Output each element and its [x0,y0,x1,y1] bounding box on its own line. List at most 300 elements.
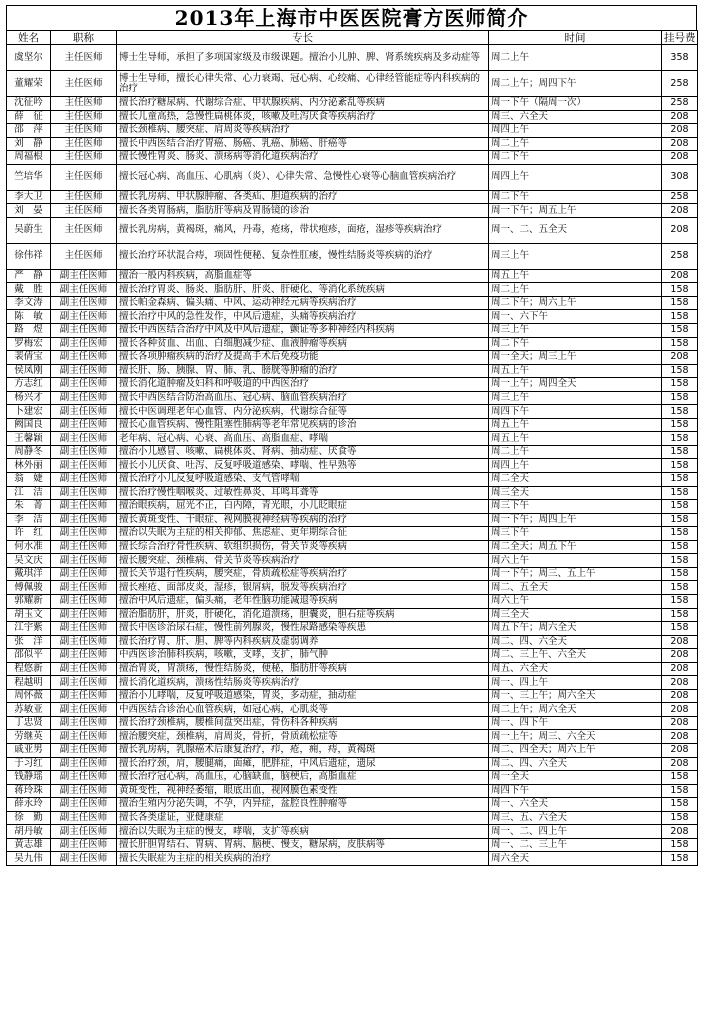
registration-fee: 158 [662,771,698,785]
clinic-time: 周一下午（隔周一次） [489,97,662,111]
registration-fee: 158 [662,473,698,487]
doctor-specialty: 擅长乳房病，乳腺癌术后康复治疗，疖，疮，痈，痔，黄褐斑 [117,743,489,757]
doctor-specialty: 擅长治疗糖尿病、代谢综合症、甲状腺疾病、内分泌紊乱等疾病 [117,97,489,111]
doctor-name: 劳继英 [7,730,51,744]
registration-fee: 158 [662,391,698,405]
doctor-title: 副主任医师 [51,337,117,351]
doctor-specialty: 擅长黄斑变性、干眼症、视网膜视神经病等疾病的治疗 [117,513,489,527]
doctor-name: 郭耀新 [7,594,51,608]
doctor-specialty: 擅长治疗胃、肝、胆、脾等内科疾病及虚弱调养 [117,635,489,649]
registration-fee: 208 [662,743,698,757]
doctor-name: 许 红 [7,527,51,541]
doctor-name: 朱 菁 [7,500,51,514]
clinic-time: 周二、三上午、六全天 [489,649,662,663]
registration-fee: 208 [662,269,698,283]
doctor-title: 副主任医师 [51,567,117,581]
table-row [7,190,698,204]
doctor-specialty: 博士生导师，承担了多项国家级及市级课题。擅治小儿肿、脾、肾系统疾病及多动症等 [117,45,489,71]
doctor-specialty: 擅长冠心病、高血压、心肌病（炎）、心律失常、急慢性心衰等心脑血管疾病治疗 [117,164,489,190]
doctor-name: 邵 萍 [7,124,51,138]
doctor-title: 副主任医师 [51,364,117,378]
table-row [7,324,698,338]
doctor-name: 路 煜 [7,324,51,338]
doctor-specialty: 擅治一般内科疾病，高脂血症等 [117,269,489,283]
registration-fee: 208 [662,137,698,151]
clinic-time: 周一下午；周四上午 [489,513,662,527]
registration-fee: 158 [662,594,698,608]
doctor-specialty: 擅长治疗中风的急性发作，中风后遗症，头痛等疾病治疗 [117,310,489,324]
doctor-specialty: 擅治中风后遗症，偏头痛，老年性脑功能减退等疾病 [117,594,489,608]
table-row [7,838,698,852]
doctor-specialty: 老年病、冠心病、心衰、高血压、高脂血症、哮喘 [117,432,489,446]
registration-fee: 158 [662,283,698,297]
doctor-table [6,30,698,866]
doctor-specialty: 擅治腰突症，颈椎病，肩周炎，骨折，骨质疏松症等 [117,730,489,744]
doctor-name: 沈征吟 [7,97,51,111]
registration-fee: 208 [662,662,698,676]
doctor-specialty: 中西医诊治肺科疾病，咳嗽，支哮，支扩，肺气肿 [117,649,489,663]
clinic-time: 周三上午 [489,391,662,405]
clinic-time: 周二上午 [489,137,662,151]
doctor-title: 副主任医师 [51,324,117,338]
doctor-name: 周怀薇 [7,689,51,703]
table-row [7,771,698,785]
doctor-name: 杨兴才 [7,391,51,405]
doctor-name: 罗梅宏 [7,337,51,351]
doctor-name: 傅佩骏 [7,581,51,595]
table-row [7,337,698,351]
clinic-time: 周五上午 [489,418,662,432]
table-row [7,124,698,138]
doctor-specialty: 擅长中西医结合防治高血压、冠心病、脑血管疾病治疗 [117,391,489,405]
registration-fee: 158 [662,324,698,338]
doctor-specialty: 擅长治疗慢性咽喉炎、过敏性鼻炎、耳鸣耳聋等 [117,486,489,500]
doctor-title: 副主任医师 [51,649,117,663]
doctor-title: 副主任医师 [51,757,117,771]
clinic-time: 周二、四、六全天 [489,757,662,771]
registration-fee: 258 [662,97,698,111]
doctor-name: 戴琪洋 [7,567,51,581]
clinic-time: 周三、五、六全天 [489,811,662,825]
table-row [7,137,698,151]
registration-fee: 158 [662,310,698,324]
registration-fee: 208 [662,204,698,218]
header-title: 职称 [51,31,117,45]
clinic-time: 周三上午 [489,243,662,269]
doctor-title: 副主任医师 [51,391,117,405]
doctor-title: 副主任医师 [51,635,117,649]
clinic-time: 周二上午；周四下午 [489,71,662,97]
doctor-specialty: 擅长关节退行性疾病，腰突症，骨质疏松症等疾病治疗 [117,567,489,581]
registration-fee: 158 [662,838,698,852]
doctor-name: 翁 婕 [7,473,51,487]
clinic-time: 周二、五全天 [489,581,662,595]
doctor-title: 副主任医师 [51,445,117,459]
doctor-name: 张 洋 [7,635,51,649]
clinic-time: 周五上午 [489,364,662,378]
registration-fee: 258 [662,190,698,204]
doctor-specialty: 擅治眼疾病，屈光不正，白内障，青光眼，小儿眨眼症 [117,500,489,514]
table-row [7,527,698,541]
header-specialty: 专长 [117,31,489,45]
registration-fee: 208 [662,217,698,243]
table-row [7,676,698,690]
registration-fee: 158 [662,378,698,392]
clinic-time: 周三上午 [489,324,662,338]
registration-fee: 158 [662,784,698,798]
registration-fee: 158 [662,432,698,446]
doctor-specialty: 擅长中医调理老年心血管、内分泌疾病，代谢综合征等 [117,405,489,419]
doctor-name: 林外丽 [7,459,51,473]
table-row [7,217,698,243]
doctor-specialty: 擅长肝胆胃结石、胃病、胃病、脑梗、慢支，糖尿病，皮肤病等 [117,838,489,852]
doctor-specialty: 擅长心血管疾病、慢性阻塞性肺病等老年常见疾病的诊治 [117,418,489,432]
doctor-name: 程悠新 [7,662,51,676]
registration-fee: 158 [662,527,698,541]
registration-fee: 208 [662,730,698,744]
registration-fee: 158 [662,852,698,866]
doctor-specialty: 中西医结合诊治心血管疾病，如冠心病，心肌炎等 [117,703,489,717]
doctor-title: 副主任医师 [51,500,117,514]
table-row [7,622,698,636]
table-row [7,662,698,676]
doctor-title: 副主任医师 [51,689,117,703]
doctor-title: 副主任医师 [51,554,117,568]
registration-fee: 158 [662,405,698,419]
table-row [7,164,698,190]
registration-fee: 208 [662,151,698,165]
clinic-time: 周四上午 [489,164,662,190]
doctor-title: 副主任医师 [51,703,117,717]
table-row [7,757,698,771]
doctor-title: 副主任医师 [51,527,117,541]
table-row [7,486,698,500]
doctor-name: 吴九伟 [7,852,51,866]
doctor-specialty: 擅长中西医结合治疗胃癌、肠癌、乳癌、肺癌、肝癌等 [117,137,489,151]
table-row [7,798,698,812]
clinic-time: 周一、二、五全天 [489,217,662,243]
registration-fee: 158 [662,513,698,527]
doctor-title: 副主任医师 [51,540,117,554]
doctor-title: 副主任医师 [51,351,117,365]
clinic-time: 周三下午 [489,500,662,514]
doctor-title: 副主任医师 [51,852,117,866]
doctor-specialty: 擅长颈椎病、腰突症、肩周炎等疾病治疗 [117,124,489,138]
doctor-specialty: 擅长各项肿瘤疾病的治疗及提高手术后免疫功能 [117,351,489,365]
doctor-specialty: 擅治以失眠为主症的慢支，哮喘，支扩等疾病 [117,825,489,839]
doctor-specialty: 博士生导师，擅长心律失常、心力衰竭、冠心病、心绞痛、心律经管能症等内科疾病的治疗 [117,71,489,97]
doctor-title: 副主任医师 [51,459,117,473]
table-row [7,689,698,703]
registration-fee: 158 [662,500,698,514]
doctor-specialty: 擅长各种贫血、出血、白细胞减少症、血液肿瘤等疾病 [117,337,489,351]
doctor-specialty: 擅长治疗颈，肩，腰腿痛，面瘫，肥胖症，中风后遗症，遗尿 [117,757,489,771]
doctor-specialty: 擅长各类虚证，亚健康症 [117,811,489,825]
doctor-name: 侯凤刚 [7,364,51,378]
doctor-title: 副主任医师 [51,486,117,500]
doctor-specialty: 擅长慢性胃炎、肠炎、溃疡病等消化道疾病治疗 [117,151,489,165]
registration-fee: 158 [662,364,698,378]
doctor-specialty: 擅治胃炎，胃溃疡，慢性结肠炎，便秘，脂肪肝等疾病 [117,662,489,676]
clinic-time: 周一、六全天 [489,798,662,812]
doctor-specialty: 黄斑变性，视神经萎缩，眼底出血，视网膜色素变性 [117,784,489,798]
doctor-title: 副主任医师 [51,622,117,636]
clinic-time: 周三全天 [489,486,662,500]
clinic-time: 周二下午；周六上午 [489,296,662,310]
clinic-time: 周六上午 [489,554,662,568]
doctor-specialty: 擅长中医诊治尿石症，慢性前列腺炎，慢性尿路感染等疾患 [117,622,489,636]
doctor-specialty: 擅长治疗小儿反复呼吸道感染、支气管哮喘 [117,473,489,487]
doctor-name: 刘 晏 [7,204,51,218]
registration-fee: 208 [662,703,698,717]
doctor-specialty: 擅长中西医结合治疗中风及中风后遗症，颤证等多种神经内科疾病 [117,324,489,338]
doctor-name: 江 洁 [7,486,51,500]
doctor-name: 薛永玲 [7,798,51,812]
doctor-specialty: 擅长肝、肠、胰腺、胃、肺、乳、膀胱等肿瘤的治疗 [117,364,489,378]
doctor-title: 主任医师 [51,151,117,165]
table-row [7,351,698,365]
doctor-name: 戚亚男 [7,743,51,757]
table-row [7,581,698,595]
doctor-specialty: 擅长失眠症为主症的相关疾病的治疗 [117,852,489,866]
table-row [7,364,698,378]
doctor-name: 裴倩宝 [7,351,51,365]
table-row [7,554,698,568]
clinic-time: 周一上午；周三、六全天 [489,730,662,744]
table-row [7,71,698,97]
clinic-time: 周二下午 [489,151,662,165]
doctor-specialty: 擅长小儿厌食、吐泻、反复呼吸道感染、哮喘、性早熟等 [117,459,489,473]
doctor-title: 主任医师 [51,164,117,190]
doctor-specialty: 擅长治疗冠心病，高血压，心脑缺血，脑梗后，高脂血症 [117,771,489,785]
doctor-title: 主任医师 [51,137,117,151]
doctor-specialty: 擅治脂肪肝，肝炎，肝硬化，消化道溃疡，胆囊炎，胆石症等疾病 [117,608,489,622]
registration-fee: 208 [662,825,698,839]
clinic-time: 周一、二、四上午 [489,825,662,839]
doctor-name: 周福根 [7,151,51,165]
doctor-title: 副主任医师 [51,594,117,608]
doctor-name: 董耀荣 [7,71,51,97]
header-time: 时间 [489,31,662,45]
doctor-name: 虞坚尔 [7,45,51,71]
clinic-time: 周一上午；周四全天 [489,378,662,392]
registration-fee: 208 [662,635,698,649]
clinic-time: 周二下午 [489,337,662,351]
table-row [7,784,698,798]
doctor-name: 何水准 [7,540,51,554]
table-row [7,703,698,717]
doctor-specialty: 擅长儿童高热，急慢性扁桃体炎，咳嗽及吐泻厌食等疾病治疗 [117,110,489,124]
registration-fee: 208 [662,716,698,730]
doctor-title: 副主任医师 [51,283,117,297]
table-row [7,811,698,825]
registration-fee: 358 [662,45,698,71]
registration-fee: 308 [662,164,698,190]
doctor-title: 主任医师 [51,217,117,243]
doctor-title: 副主任医师 [51,825,117,839]
table-row [7,296,698,310]
table-row [7,716,698,730]
doctor-title: 副主任医师 [51,296,117,310]
clinic-time: 周二上午；周六全天 [489,703,662,717]
doctor-name: 胡玉文 [7,608,51,622]
table-row [7,730,698,744]
doctor-name: 薛 征 [7,110,51,124]
clinic-time: 周二上午 [489,445,662,459]
table-row [7,378,698,392]
doctor-name: 李 洁 [7,513,51,527]
doctor-title: 主任医师 [51,124,117,138]
registration-fee: 208 [662,757,698,771]
clinic-time: 周一、四下午 [489,716,662,730]
table-row [7,635,698,649]
doctor-title: 副主任医师 [51,798,117,812]
header-name: 姓名 [7,31,51,45]
registration-fee: 158 [662,554,698,568]
doctor-specialty: 擅长综合治疗骨性疾病、软组织损伤，骨关节炎等疾病 [117,540,489,554]
doctor-name: 严 静 [7,269,51,283]
table-row [7,405,698,419]
table-row [7,110,698,124]
clinic-time: 周一下午；周三、五上午 [489,567,662,581]
doctor-name: 周静冬 [7,445,51,459]
clinic-time: 周五、六全天 [489,662,662,676]
registration-fee: 208 [662,351,698,365]
clinic-time: 周三全天 [489,608,662,622]
doctor-title: 主任医师 [51,190,117,204]
registration-fee: 158 [662,811,698,825]
table-row [7,283,698,297]
table-row [7,391,698,405]
table-row [7,825,698,839]
doctor-name: 苏敏亚 [7,703,51,717]
doctor-specialty: 擅治小儿感冒、咳嗽、扁桃体炎、肾病、抽动症、厌食等 [117,445,489,459]
table-row [7,97,698,111]
doctor-specialty: 擅治小儿哮喘，反复呼吸道感染，胃炎，多动症，抽动症 [117,689,489,703]
doctor-specialty: 擅长帕金森病、偏头痛、中风、运动神经元病等疾病治疗 [117,296,489,310]
doctor-title: 副主任医师 [51,513,117,527]
doctor-specialty: 擅长乳房病、甲状腺肿瘤、各类疝、胆道疾病的治疗 [117,190,489,204]
registration-fee: 158 [662,567,698,581]
registration-fee: 258 [662,243,698,269]
table-row [7,243,698,269]
clinic-time: 周四下午 [489,405,662,419]
doctor-name: 竺培华 [7,164,51,190]
doctor-specialty: 擅长消化道肿瘤及妇科和呼吸道的中西医治疗 [117,378,489,392]
doctor-name: 丁忠贤 [7,716,51,730]
registration-fee: 158 [662,486,698,500]
doctor-specialty: 擅治生殖内分泌失调，不孕，内异症，盆腔良性肿瘤等 [117,798,489,812]
table-row [7,540,698,554]
table-row [7,852,698,866]
registration-fee: 158 [662,540,698,554]
table-header-row [7,31,698,45]
doctor-title: 副主任医师 [51,473,117,487]
doctor-specialty: 擅长各类胃肠病，脂肪肝等病及胃肠镜的诊治 [117,204,489,218]
doctor-title: 主任医师 [51,110,117,124]
doctor-title: 副主任医师 [51,743,117,757]
doctor-name: 刘 静 [7,137,51,151]
doctor-name: 徐伟祥 [7,243,51,269]
clinic-time: 周一、三上午；周六全天 [489,689,662,703]
document-title: 2013年上海市中医医院膏方医师简介 [6,5,697,30]
registration-fee: 158 [662,445,698,459]
doctor-name: 吴文庆 [7,554,51,568]
doctor-title: 副主任医师 [51,676,117,690]
clinic-time: 周四下午 [489,784,662,798]
registration-fee: 208 [662,689,698,703]
doctor-title: 副主任医师 [51,418,117,432]
clinic-time: 周二、四全天；周六上午 [489,743,662,757]
clinic-time: 周四上午 [489,459,662,473]
doctor-title: 副主任医师 [51,581,117,595]
doctor-title: 副主任医师 [51,716,117,730]
doctor-title: 主任医师 [51,204,117,218]
clinic-time: 周五下午；周六全天 [489,622,662,636]
doctor-name: 陈 敏 [7,310,51,324]
doctor-name: 钱静瑶 [7,771,51,785]
doctor-title: 副主任医师 [51,784,117,798]
table-row [7,445,698,459]
doctor-name: 江宇紫 [7,622,51,636]
clinic-time: 周三、六全天 [489,110,662,124]
registration-fee: 208 [662,649,698,663]
registration-fee: 158 [662,608,698,622]
registration-fee: 158 [662,296,698,310]
doctor-title: 主任医师 [51,243,117,269]
doctor-specialty: 擅长治疗环状混合痔，项固性便秘、复杂性肛瘘，慢性结肠炎等疾病的治疗 [117,243,489,269]
doctor-title: 主任医师 [51,97,117,111]
doctor-name: 徐 勤 [7,811,51,825]
clinic-time: 周一、二、三上午 [489,838,662,852]
table-row [7,310,698,324]
table-row [7,513,698,527]
doctor-title: 副主任医师 [51,608,117,622]
registration-fee: 158 [662,581,698,595]
doctor-name: 吴蔚生 [7,217,51,243]
doctor-specialty: 擅长消化道疾病，溃疡性结肠炎等疾病治疗 [117,676,489,690]
clinic-time: 周一、四上午 [489,676,662,690]
clinic-time: 周六上午 [489,594,662,608]
table-row [7,269,698,283]
clinic-time: 周二、四、六全天 [489,635,662,649]
clinic-time: 周二下午 [489,190,662,204]
doctor-specialty: 擅长治疗颈椎病，腰椎间盘突出症，骨伤科各种疾病 [117,716,489,730]
clinic-time: 周四上午 [489,124,662,138]
doctor-specialty: 擅长治疗胃炎、肠炎、脂肪肝、肝炎、肝硬化、等消化系统疾病 [117,283,489,297]
doctor-name: 李文涛 [7,296,51,310]
table-row [7,418,698,432]
doctor-name: 于习红 [7,757,51,771]
doctor-title: 副主任医师 [51,310,117,324]
table-row [7,204,698,218]
doctor-name: 方志红 [7,378,51,392]
doctor-title: 副主任医师 [51,811,117,825]
clinic-time: 周六全天 [489,852,662,866]
clinic-time: 周三下午 [489,527,662,541]
doctor-title: 主任医师 [51,45,117,71]
registration-fee: 208 [662,124,698,138]
clinic-time: 周二上午 [489,283,662,297]
doctor-name: 胡丹敏 [7,825,51,839]
doctor-title: 副主任医师 [51,771,117,785]
table-row [7,594,698,608]
table-row [7,473,698,487]
clinic-time: 周一全天；周三上午 [489,351,662,365]
registration-fee: 258 [662,71,698,97]
clinic-time: 周一下午；周五上午 [489,204,662,218]
doctor-name: 黄志雄 [7,838,51,852]
